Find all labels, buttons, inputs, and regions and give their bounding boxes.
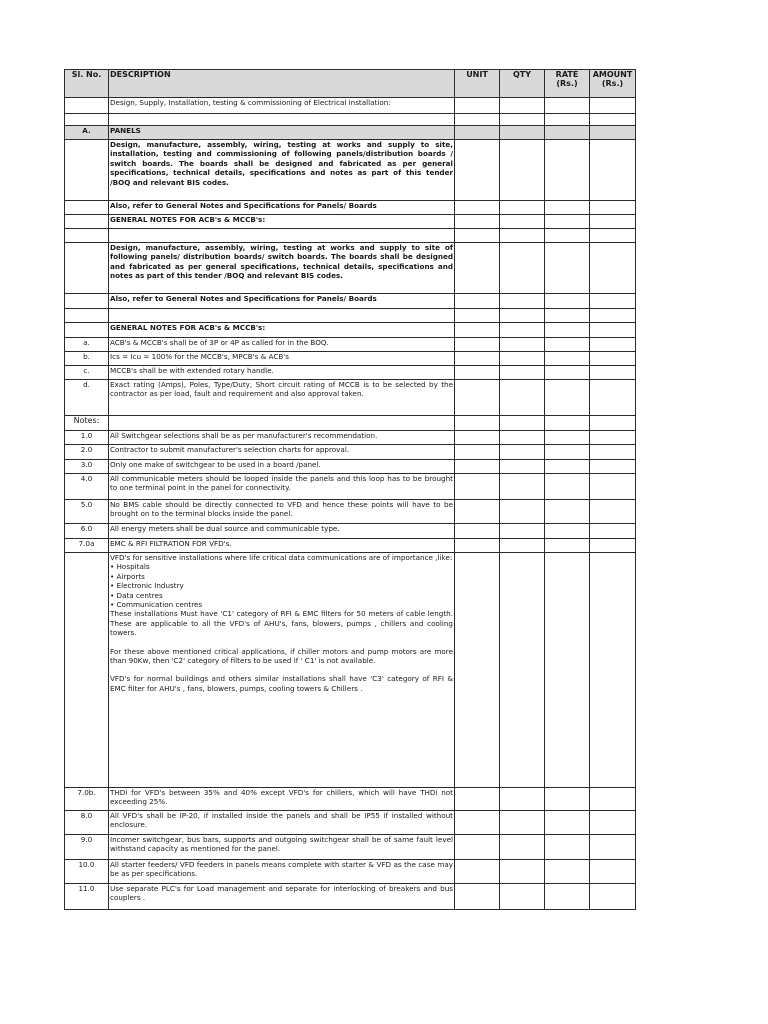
notes-label: Notes: xyxy=(65,416,109,431)
header-description: DESCRIPTION xyxy=(109,70,455,98)
note-text: No BMS cable should be directly connected to VFD and hence these points will have to be brought on to the terminal blocks inside the panel. xyxy=(109,500,455,524)
panels-description-1: Design, manufacture, assembly, wiring, testing at works and supply to site, installation, testing and commissioning of following panels/distribution boards / switch boards. The boards shall be designed and fabricated as per general specifications, technical details, specifications and notes as part of this tender /BOQ and relevant BIS codes. xyxy=(109,140,455,201)
note-text: EMC & RFI FILTRATION FOR VFD's. xyxy=(109,539,455,553)
vfd-para-3: VFD's for normal buildings and others similar installations shall have 'C3' category of RFI & EMC filter for AHU's , fans, blowers, pumps, cooling towers & Chillers . xyxy=(110,674,453,693)
note-sl: 6.0 xyxy=(65,524,109,539)
table-row xyxy=(65,539,636,553)
item-text: Exact rating (Amps), Poles, Type/Duty, Short circuit rating of MCCB is to be selected by the contractor as per load, fault and requirement and also approval taken. xyxy=(109,380,455,416)
item-sl: d. xyxy=(65,380,109,416)
table-row xyxy=(65,380,636,416)
table-row xyxy=(65,445,636,460)
table-row xyxy=(65,352,636,366)
list-item: • Airports xyxy=(110,572,453,581)
refer-note-2: Also, refer to General Notes and Specifications for Panels/ Boards xyxy=(109,294,455,309)
vfd-para-2: For these above mentioned critical applications, if chiller motors and pump motors are more than 90Kw, then 'C2' category of filters to be used if ' C1' is not available. xyxy=(110,646,453,666)
note-text: Incomer switchgear, bus bars, supports and outgoing switchgear shall be of same fault level withstand capacity as mentioned for the panel. xyxy=(109,835,455,860)
note-sl: 3.0 xyxy=(65,460,109,474)
table-row xyxy=(65,460,636,474)
header-amount: AMOUNT (Rs.) xyxy=(590,70,636,98)
table-row xyxy=(65,524,636,539)
refer-note-1: Also, refer to General Notes and Specifications for Panels/ Boards xyxy=(109,201,455,215)
list-item: • Communication centres xyxy=(110,600,453,609)
table-row xyxy=(65,229,636,243)
header-sl: Sl. No. xyxy=(65,70,109,98)
vfd-bullet-list xyxy=(110,562,453,609)
section-title: PANELS xyxy=(109,126,455,140)
note-sl: 7.0b. xyxy=(65,788,109,811)
table-row xyxy=(65,323,636,338)
section-row xyxy=(65,126,636,140)
note-text: All energy meters shall be dual source and communicable type. xyxy=(109,524,455,539)
table-row xyxy=(65,835,636,860)
note-text: All starter feeders/ VFD feeders in panels means complete with starter & VFD as the case may be as per specifications. xyxy=(109,860,455,884)
item-text: Ics = Icu = 100% for the MCCB's, MPCB's & ACB's xyxy=(109,352,455,366)
vfd-intro: VFD's for sensitive installations where life critical data communications are of importance ,like: xyxy=(110,553,453,562)
note-sl: 2.0 xyxy=(65,445,109,460)
table-row xyxy=(65,500,636,524)
list-item: • Data centres xyxy=(110,591,453,600)
table-row xyxy=(65,294,636,309)
table-row xyxy=(65,338,636,352)
table-row xyxy=(65,215,636,229)
header-rate: RATE (Rs.) xyxy=(545,70,590,98)
note-sl: 9.0 xyxy=(65,835,109,860)
item-sl: b. xyxy=(65,352,109,366)
note-sl: 5.0 xyxy=(65,500,109,524)
note-sl: 4.0 xyxy=(65,474,109,500)
general-notes-heading-1: GENERAL NOTES FOR ACB's & MCCB's: xyxy=(109,215,455,229)
section-sl: A. xyxy=(65,126,109,140)
item-text: ACB's & MCCB's shall be of 3P or 4P as called for in the BOQ. xyxy=(109,338,455,352)
note-text: Contractor to submit manufacturer's selection charts for approval. xyxy=(109,445,455,460)
panels-description-2: Design, manufacture, assembly, wiring, testing at works and supply to site of following panels/ distribution boards/ switch boards. The boards shall be designed and fabricated as per general specifications, technical details, specifications and notes as part of this tender /BOQ and relevant BIS codes. xyxy=(109,243,455,294)
general-notes-heading-2: GENERAL NOTES FOR ACB's & MCCB's: xyxy=(109,323,455,338)
table-row xyxy=(65,788,636,811)
item-sl: c. xyxy=(65,366,109,380)
list-item: • Electronic Industry xyxy=(110,581,453,590)
list-item: • Hospitals xyxy=(110,562,453,571)
table-row xyxy=(65,474,636,500)
table-row xyxy=(65,553,636,788)
note-sl: 7.0a xyxy=(65,539,109,553)
table-row xyxy=(65,811,636,835)
note-text: All communicable meters should be looped inside the panels and this loop has to be brought to one terminal point in the panel for connectivity. xyxy=(109,474,455,500)
note-text: Use separate PLC's for Load management and separate for interlocking of breakers and bus couplers . xyxy=(109,884,455,910)
note-sl: 11.0 xyxy=(65,884,109,910)
table-row xyxy=(65,309,636,323)
table-row xyxy=(65,114,636,126)
table-row xyxy=(65,884,636,910)
table-row xyxy=(65,366,636,380)
note-sl: 8.0 xyxy=(65,811,109,835)
header-qty: QTY xyxy=(500,70,545,98)
note-text: Only one make of switchgear to be used in a board /panel. xyxy=(109,460,455,474)
intro-text: Design, Supply, Installation, testing & commissioning of Electrical installation: xyxy=(109,98,455,114)
note-text: All Switchgear selections shall be as per manufacturer's recommendation. xyxy=(109,431,455,445)
item-sl: a. xyxy=(65,338,109,352)
table-row xyxy=(65,140,636,201)
note-text: THDi for VFD's between 35% and 40% except VFD's for chillers, which will have THDi not exceeding 25%. xyxy=(109,788,455,811)
table-row xyxy=(65,431,636,445)
item-text: MCCB's shall be with extended rotary handle. xyxy=(109,366,455,380)
header-unit: UNIT xyxy=(455,70,500,98)
boq-table xyxy=(64,69,636,910)
note-text: All VFD's shall be IP-20, if installed inside the panels and shall be IP55 if installed without enclosure. xyxy=(109,811,455,835)
header-row xyxy=(65,70,636,98)
table-row xyxy=(65,243,636,294)
note-sl: 10.0 xyxy=(65,860,109,884)
table-row xyxy=(65,860,636,884)
vfd-para-1: These installations Must have 'C1' category of RFI & EMC filters for 50 meters of cable length. These are applicable to all the VFD's of AHU's, fans, blowers, pumps , chillers and cooling towers. xyxy=(110,609,453,638)
table-row xyxy=(65,416,636,431)
note-sl: 1.0 xyxy=(65,431,109,445)
table-row xyxy=(65,201,636,215)
table-row xyxy=(65,98,636,114)
vfd-requirements xyxy=(109,553,455,788)
